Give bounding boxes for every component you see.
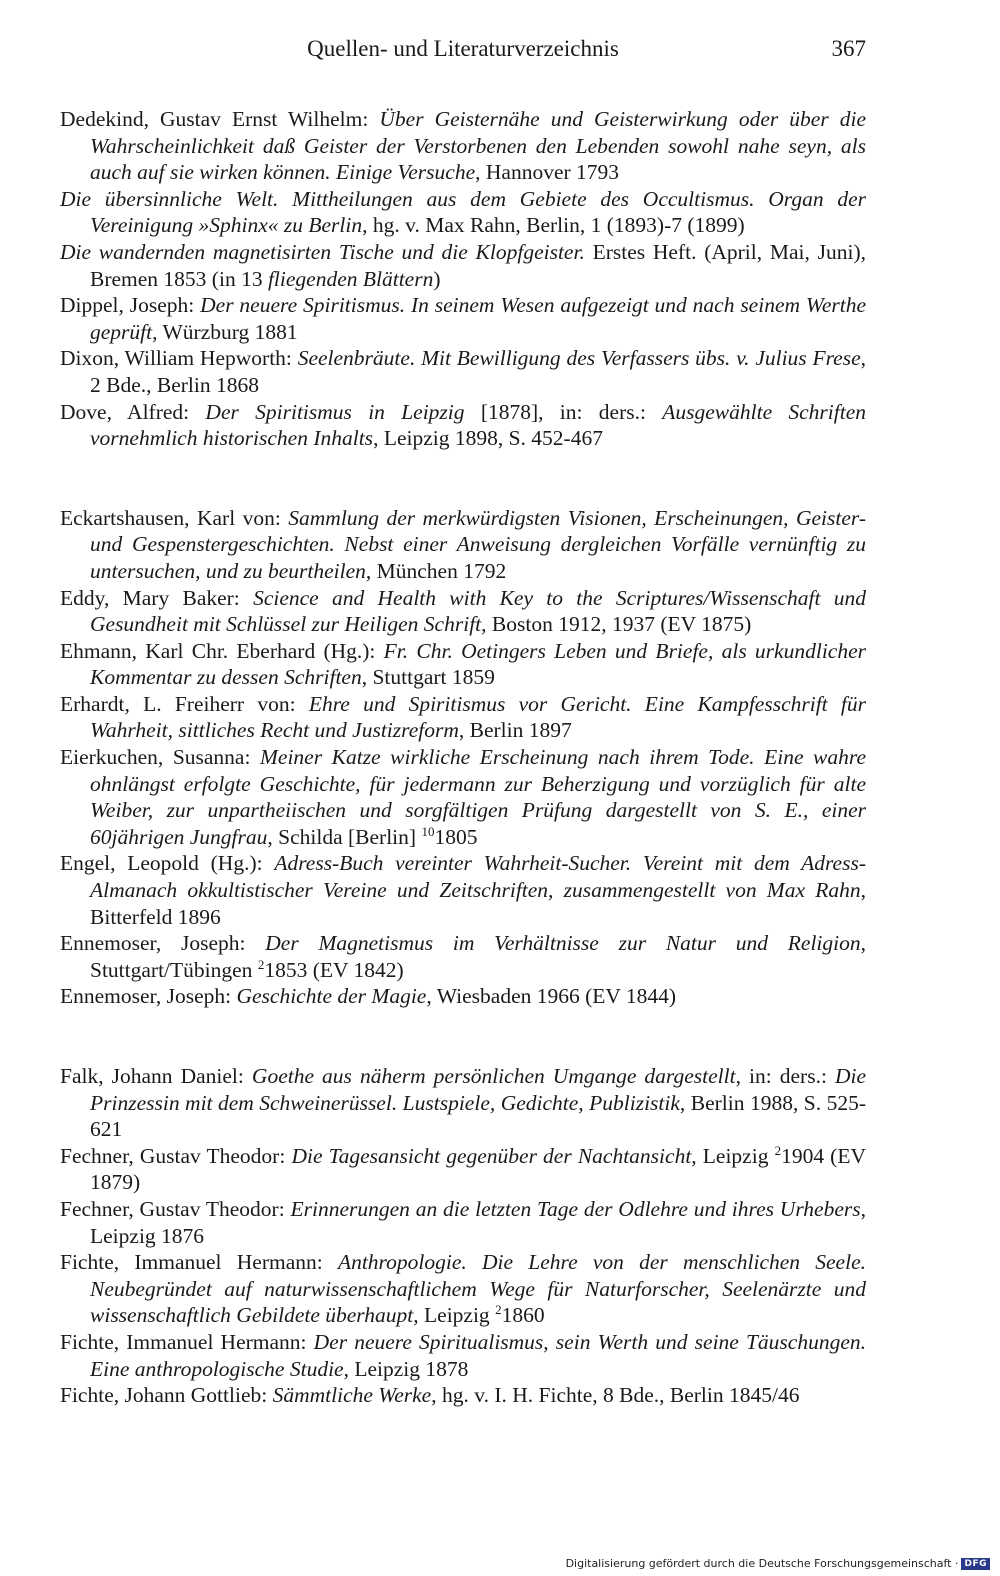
entry-text: Eddy, Mary Baker: — [60, 585, 254, 610]
bibliography-entry — [60, 292, 866, 345]
entry-text: Fichte, Immanuel Hermann: — [60, 1250, 338, 1275]
entry-text: , Leipzig 1898, S. 452-467 — [373, 426, 603, 451]
entry-title-text: Die übersinnliche Welt. Mittheilungen aus dem Gebiete des Occultismus. Organ der Vereinigung »Sphinx« zu Berlin — [60, 186, 866, 238]
entry-text: , Leipzig 1876 — [90, 1196, 867, 1248]
entry-text: Fechner, Gustav Theodor: — [60, 1196, 291, 1221]
bibliography-entry — [60, 345, 866, 398]
entry-text: , hg. v. Max Rahn, Berlin, 1 (1893)-7 (1899) — [362, 213, 745, 238]
bibliography-entry — [60, 239, 866, 292]
entry-text: , 2 Bde., Berlin 1868 — [90, 346, 867, 397]
entry-title-text: Seelenbräute. Mit Bewilligung des Verfassers übs. v. Julius Frese — [297, 346, 861, 371]
page-number: 367 — [831, 36, 866, 61]
entry-text: Erhardt, L. Freiherr von: — [60, 691, 309, 716]
entry-text: Erstes Heft. (April, Mai, Juni), Bremen 1853 (in 13 — [90, 239, 866, 291]
entry-text: , hg. v. I. H. Fichte, 8 Bde., Berlin 1845/46 — [431, 1383, 800, 1408]
bibliography-entry — [60, 1329, 866, 1382]
entry-title-text: Adress-Buch vereinter Wahrheit-Sucher. Vereint mit dem Adress-Almanach okkultistischer Vereine und Zeitschriften, zusammengestellt von Max Rahn — [90, 851, 866, 903]
bibliography — [60, 106, 866, 1409]
entry-text: Eierkuchen, Susanna: — [60, 745, 260, 770]
entry-title-text: Sämmtliche Werke — [272, 1383, 432, 1408]
page-header — [60, 36, 866, 72]
entry-text: Fechner, Gustav Theodor: — [60, 1143, 292, 1168]
bibliography-entry — [60, 744, 866, 850]
entry-text: 1805 — [434, 824, 478, 849]
bibliography-entry — [60, 638, 866, 691]
entry-text: 1860 — [501, 1303, 545, 1328]
entry-title-text: Die Prinzessin mit dem Schweinerüssel. Lustspiele, Gedichte, Publizistik — [90, 1064, 866, 1115]
entry-text: , Schilda [Berlin] — [267, 824, 422, 849]
dfg-logo-icon: DFG — [961, 1558, 990, 1570]
superscript-edition: 10 — [421, 823, 435, 839]
entry-title-text: Fr. Chr. Oetingers Leben und Briefe, als urkundlicher Kommentar zu dessen Schriften — [90, 638, 866, 690]
entry-text: Ennemoser, Joseph: — [60, 931, 266, 956]
bibliography-section — [60, 106, 866, 452]
entry-text: Engel, Leopold (Hg.): — [60, 851, 275, 876]
running-title: Quellen- und Literaturverzeichnis — [307, 36, 619, 61]
funding-note: Digitalisierung gefördert durch die Deutsche Forschungsgemeinschaft · — [565, 1557, 959, 1570]
entry-text: , Leipzig 1878 — [343, 1356, 469, 1381]
entry-text: Ennemoser, Joseph: — [60, 984, 237, 1009]
bibliography-entry — [60, 106, 866, 186]
footer-note — [566, 1557, 990, 1570]
superscript-edition: 2 — [257, 956, 265, 972]
entry-title-text: Ausgewählte Schriften vornehmlich historischen Inhalts — [90, 399, 867, 451]
entry-title-text: Über Geisternähe und Geisterwirkung oder über die Wahrscheinlichkeit daß Geister der Verstorbenen den Lebenden sowohl nahe seyn, als auch auf sie wirken können. Einige Versuche — [90, 107, 866, 185]
entry-text: , München 1792 — [365, 558, 507, 583]
entry-text: Dedekind, Gustav Ernst Wilhelm: — [60, 107, 380, 131]
entry-title-text: fliegenden Blättern — [267, 266, 434, 291]
entry-text: , Berlin 1988, S. 525-621 — [90, 1090, 866, 1142]
entry-text: Falk, Johann Daniel: — [60, 1064, 252, 1088]
entry-text: , Leipzig — [413, 1303, 496, 1328]
entry-title-text: Die wandernden magnetisirten Tische und die Klopfgeister. — [60, 239, 585, 264]
entry-title-text: Der Spiritismus in Leipzig — [205, 399, 465, 424]
bibliography-entry — [60, 1063, 866, 1143]
entry-title-text: Der neuere Spiritualismus, sein Werth und seine Täuschungen. Eine anthropologische Studie — [90, 1329, 867, 1381]
bibliography-entry — [60, 505, 866, 585]
bibliography-entry — [60, 585, 866, 638]
entry-title-text: Ehre und Spiritismus vor Gericht. Eine Kampfesschrift für Wahrheit, sittliches Recht und Justizreform — [90, 691, 866, 743]
superscript-edition: 2 — [774, 1142, 782, 1158]
bibliography-entry — [60, 1143, 866, 1196]
bibliography-section — [60, 505, 866, 1010]
entry-text: , in: ders.: — [735, 1064, 835, 1088]
entry-text: Fichte, Immanuel Hermann: — [60, 1329, 314, 1354]
entry-title-text: Der neuere Spiritismus. In seinem Wesen aufgezeigt und nach seinem Werthe geprüft — [90, 293, 866, 344]
bibliography-section — [60, 1063, 866, 1409]
entry-text: , Wiesbaden 1966 (EV 1844) — [426, 984, 677, 1009]
entry-title-text: Goethe aus näherm persönlichen Umgange dargestellt — [251, 1064, 736, 1088]
entry-text: Eckartshausen, Karl von: — [60, 505, 289, 530]
entry-text: [1878], in: ders.: — [464, 399, 663, 424]
entry-text: , Würzburg 1881 — [152, 319, 298, 344]
entry-text: Dixon, William Hepworth: — [60, 346, 298, 371]
entry-text: Fichte, Johann Gottlieb: — [60, 1383, 273, 1408]
bibliography-entry — [60, 186, 866, 239]
bibliography-entry — [60, 691, 866, 744]
entry-text: Dippel, Joseph: — [60, 293, 201, 318]
entry-text: , Hannover 1793 — [475, 160, 620, 185]
entry-title-text: Meiner Katze wirkliche Erscheinung nach ihrem Tode. Eine wahre ohnlängst erfolgte Geschichte, für jedermann zur Beherzigung und vorzüglich für alte Weiber, zur unpartheiischen und sorgfältigen Prüfung dargestellt von S. E., einer 60jährigen Jungfrau — [90, 745, 866, 849]
entry-title-text: Die Tagesansicht gegenüber der Nachtansicht — [291, 1143, 692, 1168]
entry-text: , Stuttgart/Tübingen — [90, 931, 866, 982]
entry-text: , Stuttgart 1859 — [361, 665, 495, 690]
entry-text: 1904 (EV 1879) — [90, 1143, 866, 1195]
entry-text: Dove, Alfred: — [60, 399, 206, 424]
bibliography-entry — [60, 850, 866, 930]
entry-text: , Bitterfeld 1896 — [90, 878, 866, 929]
entry-title-text: Sammlung der merkwürdigsten Visionen, Erscheinungen, Geister- und Gespenstergeschichten. Nebst einer Anweisung dergleichen Vorfälle vernünftig zu untersuchen, und zu beurtheilen — [90, 505, 866, 583]
entry-text: , Leipzig — [691, 1143, 775, 1168]
bibliography-entry — [60, 1382, 866, 1409]
entry-text: Ehmann, Karl Chr. Eberhard (Hg.): — [60, 638, 384, 663]
entry-title-text: Der Magnetismus im Verhältnisse zur Natur und Religion — [265, 931, 861, 956]
entry-text: 1853 (EV 1842) — [264, 957, 404, 982]
entry-text: , Berlin 1897 — [458, 718, 572, 743]
bibliography-entry — [60, 983, 866, 1010]
bibliography-entry — [60, 930, 866, 983]
bibliography-entry — [60, 399, 866, 452]
entry-title-text: Anthropologie. Die Lehre von der menschlichen Seele. Neubegründet auf naturwissenschaftlichem Wege für Naturforscher, Seelenärzte und wissenschaftlich Gebildete überhaupt — [90, 1250, 866, 1328]
entry-text: , Boston 1912, 1937 (EV 1875) — [481, 612, 752, 637]
superscript-edition: 2 — [495, 1302, 502, 1318]
entry-title-text: Erinnerungen an die letzten Tage der Odlehre und ihres Urhebers — [290, 1196, 861, 1221]
bibliography-entry — [60, 1249, 866, 1329]
entry-title-text: Science and Health with Key to the Scriptures/Wissenschaft und Gesundheit mit Schlüssel zur Heiligen Schrift — [90, 585, 866, 637]
entry-title-text: Geschichte der Magie — [236, 984, 427, 1009]
entry-text: ) — [433, 266, 441, 291]
bibliography-entry — [60, 1196, 866, 1249]
